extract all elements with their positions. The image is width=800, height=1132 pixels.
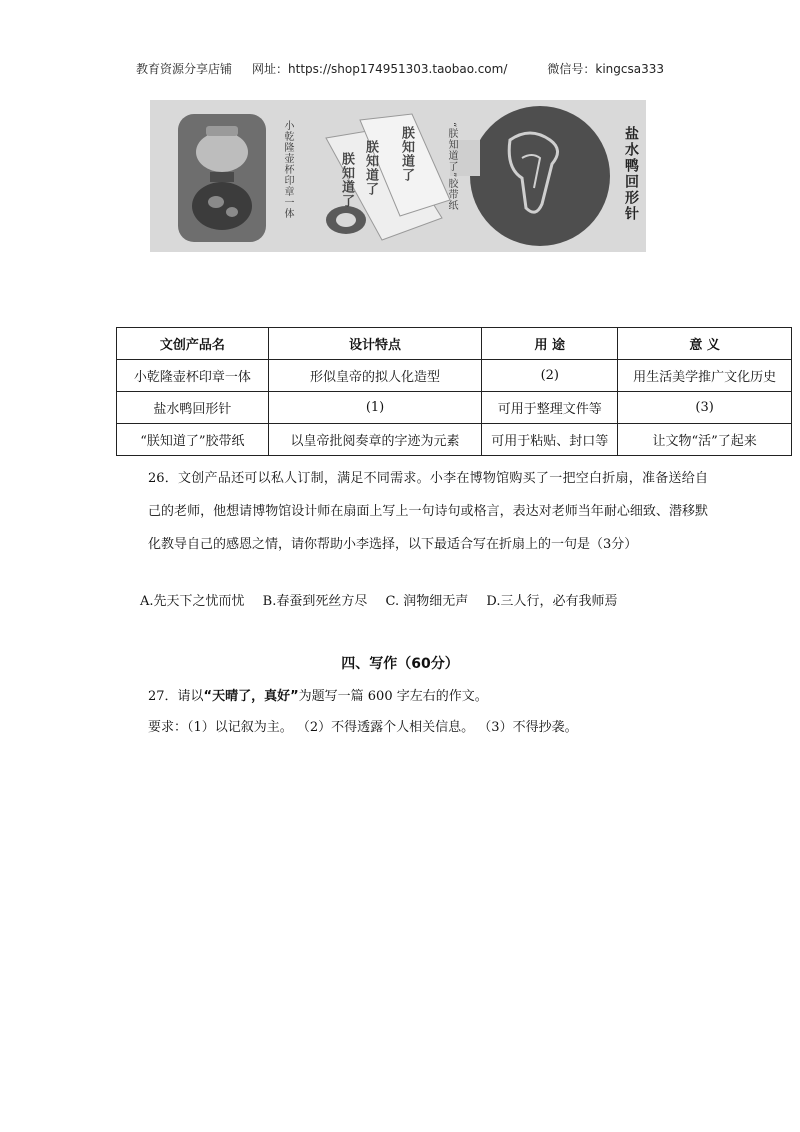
tape-text-2: 朕知道了 bbox=[363, 140, 378, 196]
tape-text-1: 朕知道了 bbox=[339, 152, 354, 208]
product-photo-strip bbox=[150, 100, 646, 252]
header-wechat: 微信号：kingcsa333 bbox=[547, 62, 664, 76]
option-b: B.春蚕到死丝方尽 bbox=[262, 594, 368, 609]
table-cell: 可用于整理文件等 bbox=[482, 392, 618, 424]
question-27 bbox=[148, 685, 488, 704]
question-27-prefix: 27．请以 bbox=[148, 689, 204, 704]
table-header: 用 途 bbox=[482, 328, 618, 360]
tape-caption: “朕知道了”胶带纸 bbox=[446, 122, 457, 212]
table-cell: (2) bbox=[482, 360, 618, 392]
tape-text-3: 朕知道了 bbox=[399, 126, 414, 182]
table-cell: 盐水鸭回形针 bbox=[117, 392, 269, 424]
product-photos-illustration bbox=[150, 100, 646, 252]
table-cell: “朕知道了”胶带纸 bbox=[117, 424, 269, 456]
table-cell: 可用于粘贴、封口等 bbox=[482, 424, 618, 456]
table-header: 设计特点 bbox=[268, 328, 482, 360]
table-cell: 用生活美学推广文化历史 bbox=[618, 360, 792, 392]
header-url: 网址：https://shop174951303.taobao.com/ bbox=[252, 62, 508, 76]
paperclip-photo bbox=[470, 106, 610, 246]
table-row bbox=[117, 392, 792, 424]
page-header bbox=[0, 60, 800, 77]
table-cell: (1) bbox=[268, 392, 482, 424]
table-cell: 让文物“活”了起来 bbox=[618, 424, 792, 456]
paperclip-caption: 盐水鸭回形针 bbox=[623, 126, 639, 222]
table-cell: 小乾隆壶杯印章一体 bbox=[117, 360, 269, 392]
product-table bbox=[116, 327, 792, 456]
section-title: 四、写作（60分） bbox=[341, 656, 459, 672]
table-cell: 以皇帝批阅奏章的字迹为元素 bbox=[268, 424, 482, 456]
question-27-suffix: 为题写一篇 600 字左右的作文。 bbox=[298, 689, 488, 704]
table-header: 意 义 bbox=[618, 328, 792, 360]
table-header: 文创产品名 bbox=[117, 328, 269, 360]
option-d: D.三人行，必有我师焉 bbox=[486, 594, 618, 609]
teapot-caption: 小乾隆壶杯印章一体 bbox=[282, 120, 293, 219]
table-row bbox=[117, 360, 792, 392]
question-26-text: 26．文创产品还可以私人订制，满足不同需求。小李在博物馆购买了一把空白折扇，准备送给自己的老师，他想请博物馆设计师在扇面上写上一句诗句或格言，表达对老师当年耐心细致、潜移默化教导自己的感恩之情，请你帮助小李选择，以下最适合写在折扇上的一句是（3分） bbox=[148, 471, 708, 552]
table-row bbox=[117, 424, 792, 456]
table-cell: (3) bbox=[618, 392, 792, 424]
question-26-options bbox=[140, 590, 631, 609]
option-a: A.先天下之忧而忧 bbox=[140, 594, 245, 609]
table-header-row bbox=[117, 328, 792, 360]
header-shop: 教育资源分享店铺 bbox=[136, 62, 233, 76]
essay-requirements: 要求：（1）以记叙为主。 （2）不得透露个人相关信息。 （3）不得抄袭。 bbox=[148, 720, 578, 735]
essay-topic: “天晴了，真好” bbox=[203, 689, 299, 704]
option-c: C. 润物细无声 bbox=[385, 594, 469, 609]
table-cell: 形似皇帝的拟人化造型 bbox=[268, 360, 482, 392]
